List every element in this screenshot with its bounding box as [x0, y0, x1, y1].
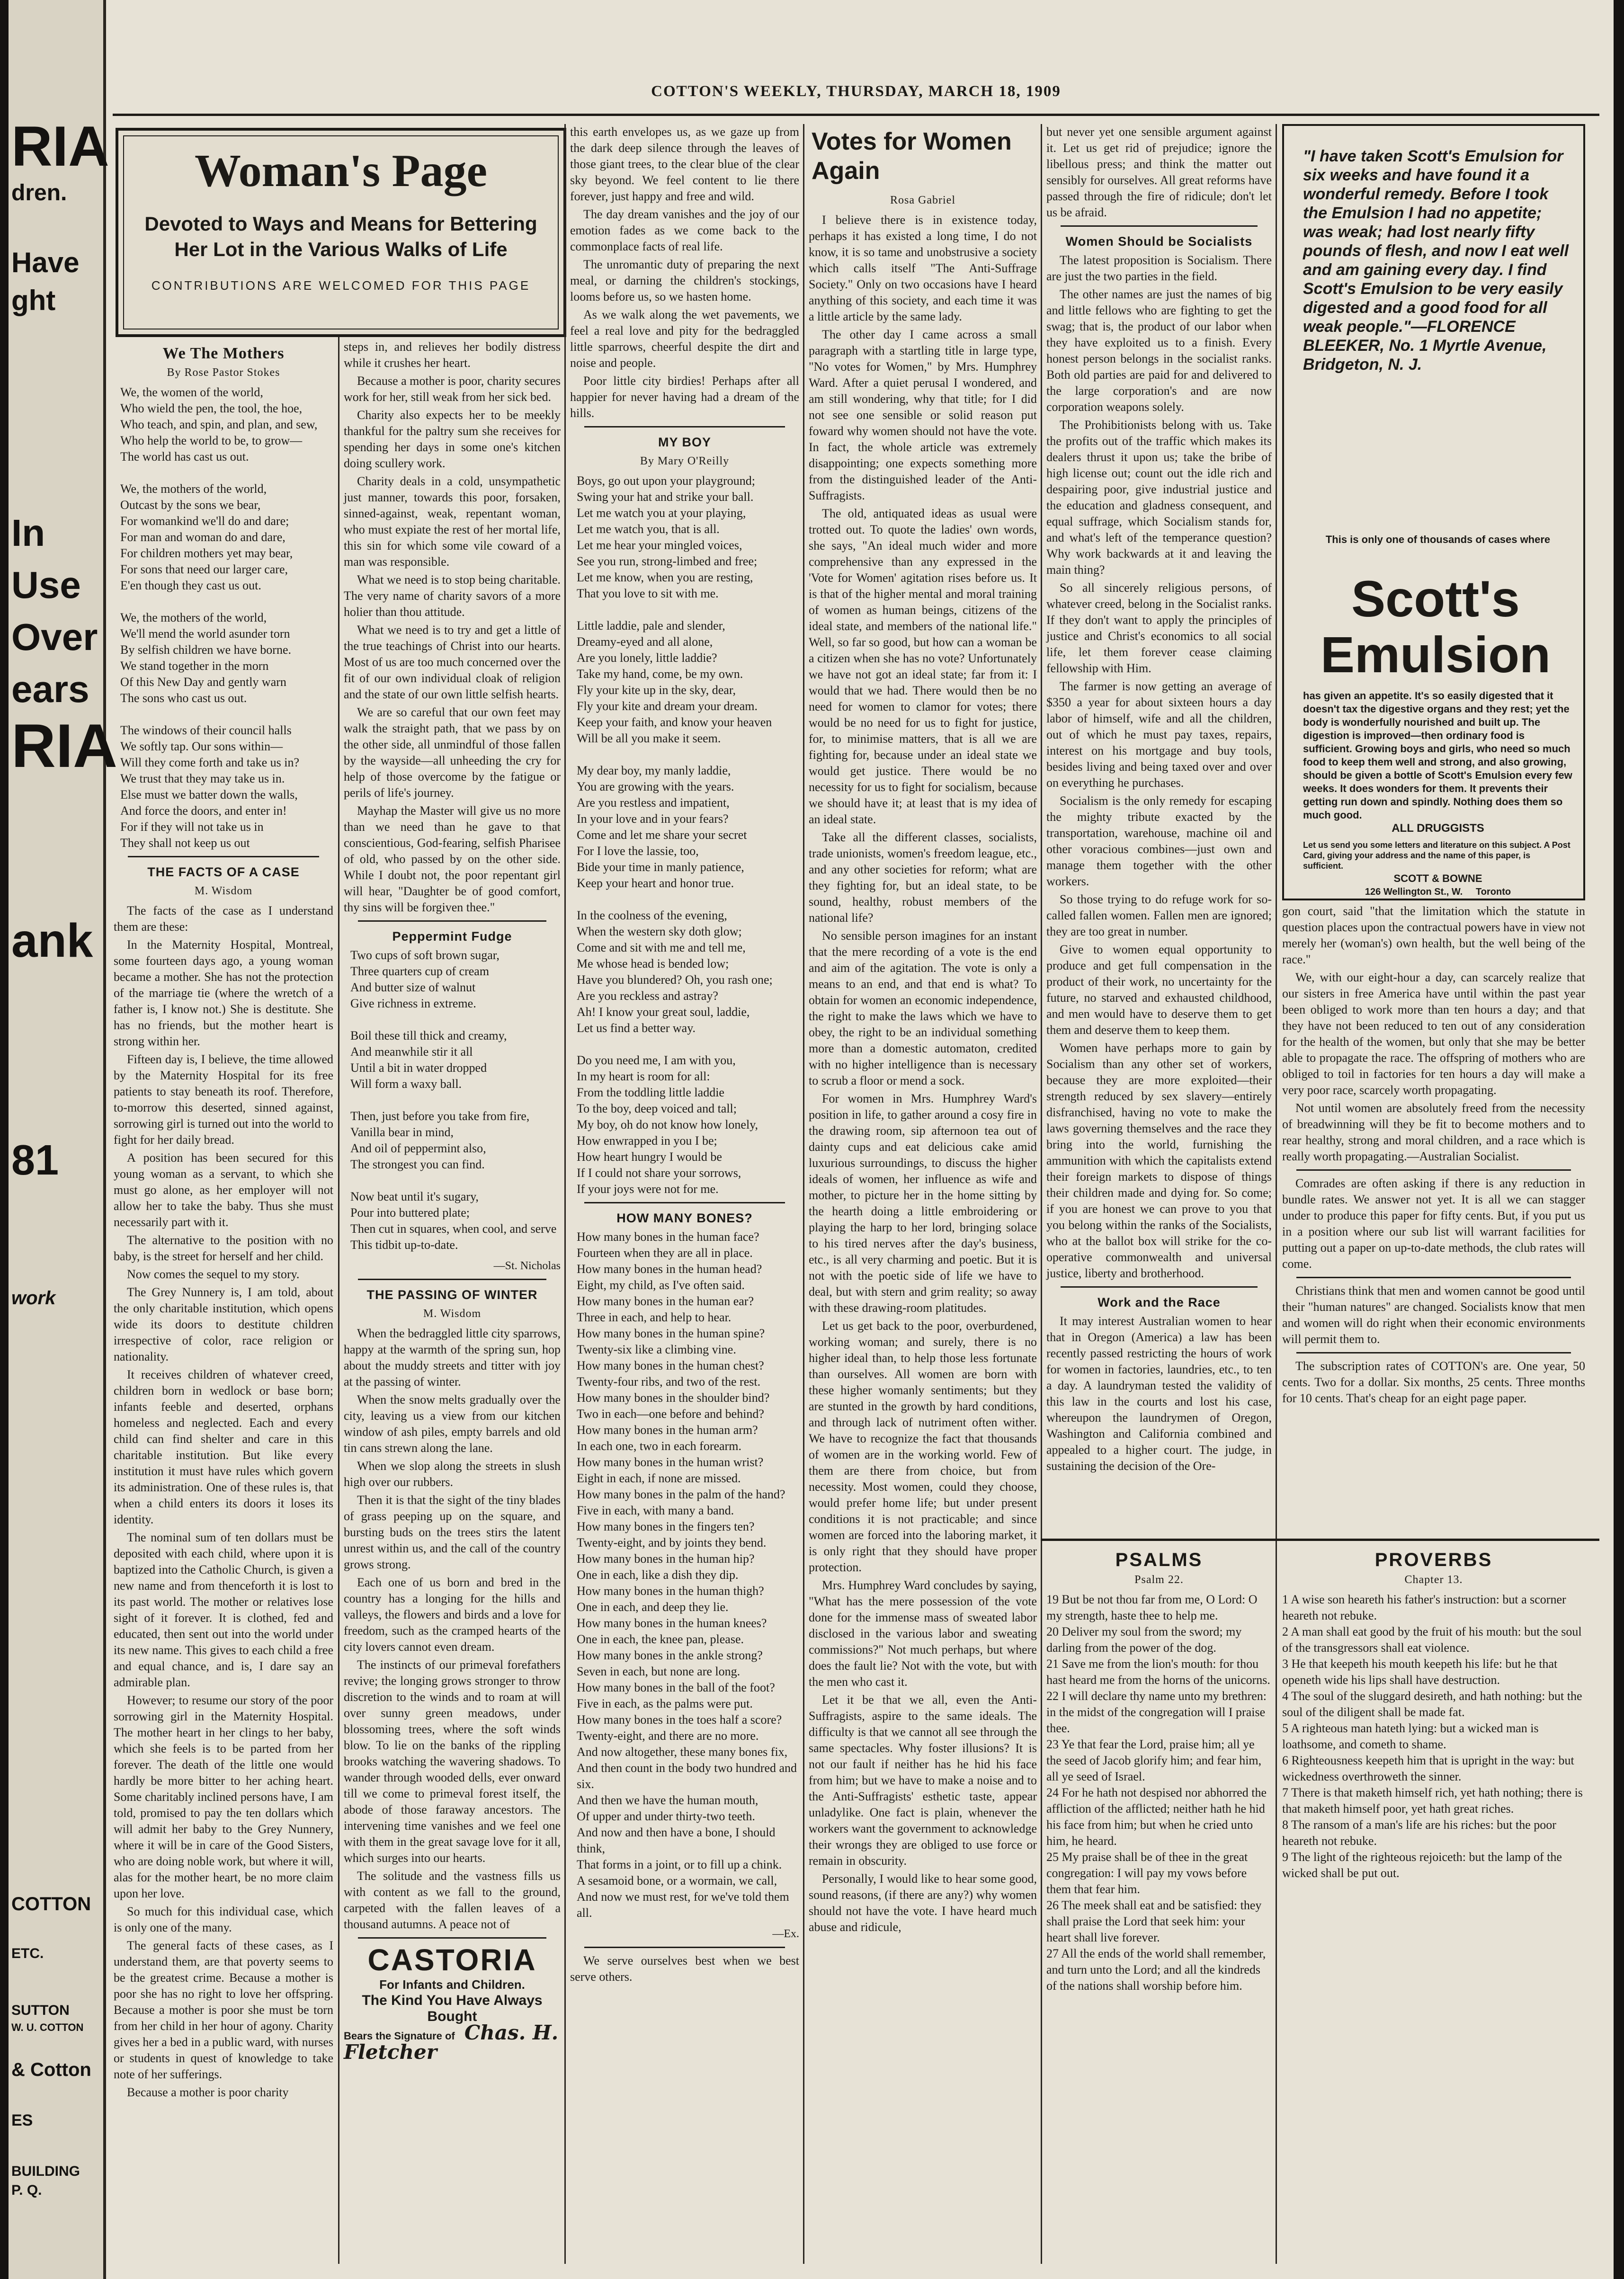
banner-subtitle: Devoted to Ways and Means for Bettering Her Lot in the Various Walks of Life — [144, 213, 537, 260]
psalms-top-rule — [1041, 1539, 1599, 1541]
paragraph: The other day I came across a small paragraph with a startling title in large type, "No votes for Women," by Mrs. Humphrey Ward. After a quiet perusal I wondered, and am still wondering, why that title; for I did not see one sensible or solid reason put foward why women should not have the vote. In fact, the whole article was extremely disappointing; one expects something more from the distinguished leader of the Anti-Suffragists. — [809, 328, 1037, 502]
section-rule — [584, 1202, 785, 1203]
paragraph: We are so careful that our own feet may walk the straight path, that we pass by on the other side, all unmindful of those fallen by the wayside—all unheeding the cry for help of those overcome by the fatigue or perils of life's journey. — [344, 705, 561, 800]
paragraph: Charity also expects her to be meekly thankful for the paltry sum she receives for spending her days in some one's kitchen doing scullery work. — [344, 408, 561, 470]
paragraph: I believe there is in existence today, perhaps it has existed a long time, I do not know, it is so tame and unobstrusive a society which calls itself "The Anti-Suffrage Society." Only on two occasions have I heard anything of this society, and each time it was a little article by the same lady. — [809, 213, 1037, 323]
psalms-title: PSALMS — [1115, 1549, 1203, 1570]
gutter-text: BUILDING — [11, 2163, 80, 2179]
byline: Rosa Gabriel — [890, 194, 955, 206]
ad-brand: Scott's Emulsion — [1320, 570, 1551, 683]
gutter-text: dren. — [11, 180, 67, 205]
paragraph: this earth envelopes us, as we gaze up from the dark deep silence through the leaves of those giant trees, to the clear blue of the clear sky beyond. We feel content to lie there forever, just happy and free and wild. — [570, 125, 799, 203]
paragraph: What we need is to stop being charitable. The very name of charity savors of a more holier than thou attitude. — [344, 573, 561, 619]
proverbs-column — [1282, 1547, 1585, 1886]
paragraph: Because a mother is poor, charity secures work for her, still weak from her sick bed. — [344, 374, 561, 404]
paragraph: Mayhap the Master will give us no more than we need than he gave to that conscientious, God-fearing, selfish Pharisee of old, who passed by on the other side. While I doubt not, the poor repentant girl will hear, "Daughter be of good comfort, thy sins will be forgiven thee." — [344, 804, 561, 914]
gutter-text: In — [11, 512, 45, 554]
byline: M. Wisdom — [194, 885, 253, 897]
column-3 — [570, 124, 799, 1987]
paragraph: The instincts of our primeval forefathers revive; the longing grows stronger to throw discretion to the winds and to roam at will over sunny green meadows, under blossoming trees, where the soft winds blow. To lie on the banks of the rippling brooks watching the wavering shadows. To wander through wooded dells, ever onward till we come to primeval forest itself, the abode of those faraway ancestors. The intervening time vanishes and we feel one with them in the great savage love for it all, which surges into our hearts. — [344, 1658, 561, 1865]
paragraph: Let us get back to the poor, overburdened, working woman; and surely, there is no higher ideal than, to help those less fortunate than ourselves. All women are born with these higher womanly sentiments; but they are stunted in the growth by hard conditions, and through lack of nutriment often wither. We have to recognize the fact that thousands of women are in the working world. Few of them are there from choice, but from necessity. Most women, could they choose, would prefer home life; but under present conditions it is not practicable; and since women are forced into the laboring market, it is only right that they should have proper protection. — [809, 1319, 1037, 1574]
paragraph: The general facts of these cases, as I understand them, are that poverty seems to be the greatest crime. Because a mother is poor she has no right to love her offspring. Because a mother is poor she must be torn from her child in her hour of agony. Charity gives her a bed in a public ward, with nurses or students in quest of knowledge to take note of her sufferings. — [114, 1939, 333, 2081]
column-divider — [564, 124, 566, 2264]
proverbs-chapter: Chapter 13. — [1404, 1574, 1463, 1586]
paragraph: For women in Mrs. Humphrey Ward's position in life, to gather around a cosy fire in the drawing room, sip afternoon tea out of dainty cups and eat delicious cake amid luxurious surroundings, to discuss the higher ideals of women, her influence as wife and mother, to picture her in the home sitting by the hearth doing a little embroidering or playing the harp to her lord, bringing solace to his tired nerves after the day's business, etc., is all very charming and poetic. But it is not with the poetic side of life we have to deal, but with stern and grim reality; so away with these drawing-room platitudes. — [809, 1092, 1037, 1315]
psalms-verses: 19 But be not thou far from me, O Lord: O my strength, haste thee to help me. 20 Deliver my soul from the sword; my darling from the power of the dog. 21 Save me from the lion's mouth: for thou hast heard me from the horns of the unicorns. 22 I will declare thy name unto my brethren: in the midst of the congregation will I praise thee. 23 Ye that fear the Lord, praise him; all ye the seed of Jacob glorify him; and fear him, all ye seed of Israel. 24 For he hath not despised nor abhorred the affliction of the afflicted; neither hath he hid his face from him; but when he cried unto him, he heard. 25 My praise shall be of thee in the great congregation: I will pay my vows before them that fear him. 26 The meek shall eat and be satisfied: they shall praise the Lord that seek him: your heart shall live forever. 27 All the ends of the world shall remember, and turn unto the Lord; and all the kindreds of the nations shall worship before him. — [1046, 1593, 1270, 1993]
paragraph: The facts of the case as I understand them are these: — [114, 904, 333, 934]
article-title: Work and the Race — [1098, 1295, 1221, 1309]
gutter-text: P. Q. — [11, 2182, 42, 2198]
paragraph: It may interest Australian women to hear that in Oregon (America) a law has been recently passed restricting the hours of work for women in factories, laundries, etc., to ten a day. A laundryman tested the validity of this law in the courts and lost his case, whereupon the laundrymen of Oregon, Washington and California combined and appealed to a higher court. The judge, in sustaining the decision of the Ore- — [1046, 1314, 1272, 1473]
article-title: Peppermint Fudge — [392, 929, 512, 944]
byline: By Mary O'Reilly — [640, 455, 730, 467]
psalms-chapter: Psalm 22. — [1134, 1574, 1184, 1586]
gutter-text: work — [11, 1288, 56, 1309]
paragraph: The Grey Nunnery is, I am told, about the only charitable institution, which opens wide its doors to destitute children irrespective of color, race religion or nationality. — [114, 1285, 333, 1363]
masthead: COTTON'S WEEKLY, THURSDAY, MARCH 18, 1909 — [651, 83, 1061, 100]
gutter-text: 81 — [11, 1137, 59, 1184]
section-rule — [358, 920, 546, 922]
poem: Two cups of soft brown sugar, Three quarters cup of cream And butter size of walnut Give richness in extreme. Boil these till thick and creamy, And meanwhile stir it all Until a bit in water dropped Will form a waxy ball. Then, just before you take from fire, Vanilla bear in mind, And oil of peppermint also, The strongest you can find. Now beat until it's sugary, Pour into buttered plate; Then cut in squares, when cool, and serve This tidbit up-to-date. — [350, 948, 557, 1252]
womans-page-banner — [116, 128, 566, 337]
section-rule — [358, 1279, 546, 1280]
gutter-text: ght — [11, 285, 56, 316]
paragraph: Poor little city birdies! Perhaps after all happier for never having had a dream of the hills. — [570, 374, 799, 420]
ad-send: Let us send you some letters and literature on this subject. A Post Card, giving your address and the name of this paper, is sufficient. — [1303, 840, 1570, 871]
poem: We, the women of the world, Who wield the pen, the tool, the hoe, Who teach, and spin, and plan, and sew, Who help the world to be, to grow— The world has cast us out. We, the mothers of the world, Outcast by the sons we bear, For womankind we'll do and dare; For man and woman do and dare, For children mothers yet may bear, For sons that need our larger care, E'en though they cast us out. We, the mothers of the world, We'll mend the world asunder torn By selfish children we have borne. We stand together in the morn Of this New Day and gently warn The sons who cast us out. The windows of their council halls We softly tap. Our sons within— Will they come forth and take us in? We trust that they may take us in. Else must we batter down the walls, And force the doors, and enter in! For if they will not take us in They shall not keep us out — [120, 385, 318, 850]
adjacent-page-fragment — [9, 0, 117, 2279]
ad-druggists: ALL DRUGGISTS — [1392, 822, 1484, 835]
castoria-signature: Chas. H. Fletcher — [344, 2021, 559, 2064]
proverbs-title: PROVERBS — [1374, 1549, 1493, 1570]
paragraph: When the bedraggled little city sparrows, happy at the warmth of the spring sun, hop about the muddy streets and titter with joy at the passing of winter. — [344, 1326, 561, 1389]
castoria-tagline: The Kind You Have Always Bought — [362, 1993, 543, 2024]
psalms-column — [1046, 1547, 1272, 1999]
paragraph: Because a mother is poor charity — [127, 2085, 289, 2099]
paragraph: Personally, I would like to hear some good, sound reasons, (if there are any?) why women should not have the vote. I have heard much abuse and ridicule, — [809, 1872, 1037, 1934]
section-rule — [358, 1937, 546, 1939]
gutter-text: Use — [11, 564, 81, 606]
banner-contributions: CONTRIBUTIONS ARE WELCOMED FOR THIS PAGE — [151, 278, 531, 293]
section-rule — [584, 426, 785, 427]
paragraph: The alternative to the position with no baby, is the street for herself and her child. — [114, 1233, 333, 1263]
paragraph: When the snow melts gradually over the city, leaving us a view from our kitchen window of ash piles, empty barrels and old tin cans strewn along the lane. — [344, 1393, 561, 1455]
column-5 — [1046, 124, 1272, 1476]
gutter-text: ES — [11, 2111, 33, 2129]
signature: —St. Nicholas — [493, 1260, 561, 1272]
gutter-text: Over — [11, 616, 98, 658]
gutter-text: RIA — [11, 711, 117, 780]
article-title: THE FACTS OF A CASE — [147, 865, 300, 879]
ad-body: has given an appetite. It's so easily digested that it doesn't tax the digestive organs and they rest; yet the body is wonderfully nourished and built up. The digestion is improved—then ordinary food is sufficient. Growing boys and girls, who need so much food to keep them well and strong, and also growing, should be given a bottle of Scott's Emulsion every few weeks. It does wonders for them. It prevents their getting run down and spindly. Nothing does them so much good. — [1303, 690, 1572, 821]
paragraph: It receives children of whatever creed, children born in wedlock or base born; infants feeble and deserted, orphans homeless and neglected. Each and every child can find shelter and care in this charitable institution. But like every institution it must have rules which govern its administration. One of these rules is, that when a child enters its doors it loses its identity. — [114, 1368, 333, 1526]
gutter-text: & Cotton — [11, 2059, 91, 2080]
paragraph: The old, antiquated ideas as usual were trotted out. To quote the ladies' own words, she says, "An ideal much wider and more comprehensive than any expressed in the 'Vote for Women' agitation rises before us. It is that of the higher mental and moral training of women as human beings, citizens of the ideal state, and members of the national life." Well, so far so good, but how can a woman be a citizen when she has no vote? Unfortunately we have not got an ideal state; far from it: I would that we had. There would then be no need for women to clamor for votes; there would be no need for us to fight for justice, for, to minimise matters, that is all we are fighting for, because under an ideal state we would get justice. There would be no necessity for us to fight for socialism, because we should have it; at least that is my idea of an ideal state. — [809, 507, 1037, 826]
scotts-emulsion-ad — [1282, 124, 1585, 900]
article-title: Women Should be Socialists — [1065, 234, 1253, 249]
paragraph: Socialism is the only remedy for escaping the mighty tribute exacted by the transportation, warehouse, machine oil and other voracious combines—just own and manage them together with the other workers. — [1046, 794, 1272, 888]
banner-title: Woman's Page — [195, 145, 487, 196]
paragraph: Women have perhaps more to gain by Socialism than any other set of workers, because they are more exploited—their strength reduced by sex slavery—entirely disfranchised, having no vote to make the laws governing themselves and the race they bring into the world, furnishing the ammunition with which the capitalists extend their foreign markets to dispose of things their children made and dying for. So come; if you are honest we can prove to you that you belong within the ranks of the Socialists, who at the ballot box will strike for the co-operative commonwealth and universal justice, liberty and brotherhood. — [1046, 1041, 1272, 1280]
paragraph: A position has been secured for this young woman as a servant, to which she must go alone, as her employer will not allow her to take the baby. Thus she must necessarily part with it. — [114, 1151, 333, 1229]
poem: How many bones in the human face? Fourteen when they are all in place. How many bones in the human head? Eight, my child, as I've often said. How many bones in the human ear? Three in each, and help to hear. How many bones in the human spine? Twenty-six like a climbing vine. How many bones in the human chest? Twenty-four ribs, and two of the rest. How many bones in the shoulder bind? Two in each—one before and behind? How many bones in the human arm? In each one, two in each forearm. How many bones in the human wrist? Eight in each, if none are missed. How many bones in the palm of the hand? Five in each, with many a band. How many bones in the fingers ten? Twenty-eight, and by joints they bend. How many bones in the human hip? One in each, like a dish they dip. How many bones in the human thigh? One in each, and deep they lie. How many bones in the human knees? One in each, the knee pan, please. How many bones in the ankle strong? Seven in each, but none are long. How many bones in the ball of the foot? Five in each, as the palms were put. How many bones in the toes half a score? Twenty-eight, and there are no more. And now altogether, these many bones fix, And then count in the body two hundred and six. And then we have the human mouth, Of upper and under thirty-two teeth. And now and then have a bone, I should think, That forms in a joint, or to fill up a chink. A sesamoid bone, or a wormain, we call, And now we must rest, for we've told them all. — [577, 1230, 797, 1920]
section-rule — [1061, 225, 1258, 227]
paragraph: Not until women are absolutely freed from the necessity of breadwinning will they be fit to become mothers and to rear healthy, strong and moral children, and a race which is really worth propagating.—Australian Socialist. — [1282, 1101, 1585, 1163]
paragraph: In the Maternity Hospital, Montreal, some fourteen days ago, a young woman became a mother. She has not the protection of the marriage tie (where the wretch of a father is, I know not.) She is destitute. She has no friends, but the mother heart is strong within her. — [114, 938, 333, 1048]
paragraph: We, with our eight-hour a day, can scarcely realize that our sisters in free America have until within the past year been obliged to work more than ten hours a day; and that they have not been reduced to ten out of any consideration for the health of the women, but only that she may be better able to propagate the race. The offspring of mothers who are obliged to toil in factories for ten hours a day will make a very poor race, scarcely worth propagating. — [1282, 970, 1585, 1097]
paragraph: The Prohibitionists belong with us. Take the profits out of the traffic which makes its dealers thrust it upon us; take the bribe of high license out; count out the idle rich and despairing poor, give industrial justice and the education and gladness consequent, and equal suffrage, which Socialism stands for, and what's left of the temperance question? Why work backwards at it and leaving the main thing? — [1046, 418, 1272, 577]
newspaper-page — [9, 0, 1614, 2279]
column-divider — [338, 337, 339, 2264]
column-6 — [1282, 903, 1585, 1408]
paragraph: Charity deals in a cold, unsympathetic just manner, towards this poor, forsaken, sinned-against, weak, repentant woman, who must expiate the rest of her mortal life, this sin for which some vile coward of a man was responsible. — [344, 474, 561, 569]
paragraph: The solitude and the vastness fills us with content as we fall to the ground, carpeted with the fallen leaves of a thousand autumns. A peace not of — [344, 1869, 561, 1931]
proverbs-verses: 1 A wise son heareth his father's instruction: but a scorner heareth not rebuke. 2 A man shall eat good by the fruit of his mouth: but the soul of the transgressors shall eat violence. 3 He that keepeth his mouth keepeth his life: but he that openeth wide his lips shall have destruction. 4 The soul of the sluggard desireth, and hath nothing: but the soul of the diligent shall be made fat. 5 A righteous man hateth lying: but a wicked man is loathsome, and cometh to shame. 6 Righteousness keepeth him that is upright in the way: but wickedness overthroweth the sinner. 7 There is that maketh himself rich, yet hath nothing; there is that maketh himself poor, yet hath great riches. 8 The ransom of a man's life are his riches: but the poor heareth not rebuke. 9 The light of the righteous rejoiceth: but the lamp of the wicked shall be put out. — [1282, 1593, 1583, 1880]
paragraph: The day dream vanishes and the joy of our emotion fades as we come back to the commonplace facts of real life. — [570, 207, 799, 253]
column-4 — [809, 124, 1037, 1937]
paragraph: Let it be that we all, even the Anti-Suffragists, aspire to the same ideals. The difficulty is that we cannot all see through the same spectacles. Why foster illusions? It is not our fault if neither has he hid his face from him; but we have to make a noise and to the Anti-Suffragists' esthetic taste, appear unladylike. One fact is plain, whenever the workers want the government to acknowledge their wrongs they are obliged to use force or remain in obscurity. — [809, 1693, 1037, 1868]
ad-firm: SCOTT & BOWNE — [1393, 872, 1482, 884]
poem: Boys, go out upon your playground; Swing your hat and strike your ball. Let me watch you at your playing, Let me watch you, that is all. Let me hear your mingled voices, See you run, strong-limbed and free; Let me know, when you are resting, That you love to sit with me. Little laddie, pale and slender, Dreamy-eyed and all alone, Are you lonely, little laddie? Take my hand, come, be my own. Fly your kite up in the sky, dear, Fly your kite and dream your dream. Keep your faith, and know your heaven Will be all you make it seem. My dear boy, my manly laddie, You are growing with the years. Are you restless and impatient, In your love and in your fears? Come and let me share your secret For I love the lassie, too, Bide your time in manly patience, Keep your heart and honor true. In the coolness of the evening, When the western sky doth glow; Come and sit with me and tell me, Me whose head is bended low; Have you blundered? Oh, you rash one; Are you reckless and astray? Ah! I know your great soul, laddie, Let us find a better way. Do you need me, I am with you, In my heart is room for all: From the toddling little laddie To the boy, deep voiced and tall; My boy, oh do not know how lonely, How enwrapped in you I be; How heart hungry I would be If I could not share your sorrows, If your joys were not for me. — [577, 474, 773, 1196]
paragraph: Take all the different classes, socialists, trade unionists, women's freedom league, etc., and any other societies for reform; what are they fighting for, but an ideal state, to be sound, healthy, robust members of the national life? — [809, 830, 1037, 925]
paragraph: The subscription rates of COTTON's are. One year, 50 cents. Two for a dollar. Six months, 25 cents. Three months for 10 cents. That's cheap for an eight page paper. — [1282, 1359, 1585, 1405]
castoria-ad — [344, 1943, 561, 2064]
section-rule — [1296, 1352, 1571, 1353]
paragraph: The nominal sum of ten dollars must be deposited with each child, where upon it is baptized into the Catholic Church, is given a new name and from thenceforth it is lost to its past world. The mother or relatives lose sight of it forever. It is clothed, fed and educated, then sent out into the world under its new name. This gives to each child a free and equal chance, and is, I dare say an admirable plan. — [114, 1531, 333, 1689]
article-title: MY BOY — [658, 435, 712, 449]
ad-testimonial: "I have taken Scott's Emulsion for six weeks and have found it a wonderful remedy. Before I took the Emulsion I had no appetite; was weak; had lost nearly fifty pounds of flesh, and now I eat well and am gaining every day. I find Scott's Emulsion to be very easily digested and a good food for all weak people."—FLORENCE BLEEKER, No. 1 Myrtle Avenue, Bridgeton, N. J. — [1303, 147, 1569, 374]
paragraph: The other names are just the names of big and little fellows who are fighting to get the swag; that is, the product of our labor when they have exploited us to a finish. Every honest person belongs in the socialist ranks. Both old parties are paid for and delivered to the large corporation's and are now corporation weapons solely. — [1046, 287, 1272, 414]
paragraph: No sensible person imagines for an instant that the mere recording of a vote is the end and aim of the agitation. The vote is only a means to an end, and that end is what? To obtain for women an economic independence, the right to make the laws which we have to obey, the right to be an individual something more than a domestic automaton, credited with no higher intelligence than is necessary to scrub a floor or mend a sock. — [809, 929, 1037, 1087]
section-rule — [128, 856, 319, 857]
section-rule — [1296, 1277, 1571, 1278]
paragraph: steps in, and relieves her bodily distress while it crushes her heart. — [344, 340, 561, 370]
section-rule — [1061, 1286, 1258, 1288]
section-rule — [1296, 1169, 1571, 1171]
castoria-signature-label: Bears the Signature of — [344, 2030, 455, 2042]
signature: —Ex. — [772, 1928, 799, 1940]
gutter-text: RIA — [11, 115, 109, 178]
gutter-text: COTTON — [11, 1894, 91, 1914]
castoria-signature-line — [344, 2021, 561, 2064]
paragraph: Then it is that the sight of the tiny blades of grass peeping up on the square, and bursting buds on the trees stirs the latent unrest within us, and the call of the country grows strong. — [344, 1493, 561, 1571]
paragraph: As we walk along the wet pavements, we feel a real love and pity for the bedraggled little sparrows, cheerful despite the dirt and noise and people. — [570, 308, 799, 370]
ad-intro: This is only one of thousands of cases where — [1325, 534, 1551, 545]
byline: By Rose Pastor Stokes — [167, 366, 280, 379]
castoria-title: CASTORIA — [367, 1943, 537, 1977]
column-divider — [1041, 124, 1042, 2264]
paragraph: Comrades are often asking if there is any reduction in bundle rates. We answer not yet. It is all we can stagger under to produce this paper for fifty cents. But, if you put us in a position where our sub list will warrant facilities for putting out a paper on up-to-date methods, the club rates will come. — [1282, 1176, 1585, 1271]
column-2 — [344, 339, 561, 2064]
paragraph: Mrs. Humphrey Ward concludes by saying, "What has the mere possession of the vote done for the immense mass of sweated labor disclosed in the various labor and sweating commissions?" Not much perhaps, but where does the fault lie? Not with the vote, but with the men who cast it. — [809, 1578, 1037, 1689]
article-title: HOW MANY BONES? — [616, 1211, 753, 1225]
column-divider — [1276, 124, 1277, 2264]
article-title: Votes for Women Again — [812, 128, 1012, 185]
paragraph: We serve ourselves best when we best serve others. — [570, 1954, 799, 1984]
paragraph: Now comes the sequel to my story. — [127, 1267, 300, 1281]
paragraph: gon court, said "that the limitation which the statute in question places upon the contractual powers have in view not merely her (woman's) own health, but the well being of the race." — [1282, 904, 1585, 966]
paragraph: Fifteen day is, I believe, the time allowed by the Maternity Hospital for its free patients to stay beneath its roof. Therefore, to-morrow this deserted, sinned against, sorrowing girl is turned out into the world to fight for her daily bread. — [114, 1052, 333, 1147]
paragraph: but never yet one sensible argument against it. Let us get rid of prejudice; ignore the libellous press; and think the matter out sensibly for ourselves. All great reforms have passed through the fire of ridicule; don't let us be afraid. — [1046, 125, 1272, 219]
paragraph: However; to resume our story of the poor sorrowing girl in the Maternity Hospital. The mother heart in her clings to her baby, which she feels is to be parted from her forever. The death of the little one would hardly be more bitter to her aching heart. Some charitably inclined persons have, I am told, promised to pay the ten dollars which will admit her baby to the Grey Nunnery, where it will be in care of the Good Sisters, who are doing noble work, but where it will, alas for the mother heart, be no more claim upon her love. — [114, 1693, 333, 1900]
paragraph: Christians think that men and women cannot be good until their "human natures" are changed. Socialists know that men and women will do right when their economic environments will permit them to. — [1282, 1284, 1585, 1346]
article-title: We The Mothers — [162, 345, 285, 362]
paragraph: What we need is to try and get a little of the true teachings of Christ into our hearts. Most of us are too much concerned over the fit of our own individual cloak of religion and the state of our own little selfish hearts. — [344, 623, 561, 701]
gutter-text: ETC. — [11, 1946, 44, 1961]
paragraph: The farmer is now getting an average of $350 a year for about sixteen hours a day labor of himself, wife and all the children, out of which he must pay taxes, repairs, interest on his mortgage and buy tools, besides living and being taxed over and over on everything he purchases. — [1046, 679, 1272, 790]
gutter-text: ears — [11, 668, 89, 710]
gutter-text: SUTTON — [11, 2003, 70, 2018]
paragraph: When we slop along the streets in slush high over our rubbers. — [344, 1459, 561, 1489]
masthead-rule — [113, 114, 1599, 116]
section-rule — [584, 1947, 785, 1948]
paragraph: So those trying to do refuge work for so-called fallen women. Fallen men are ignored; they are too great in number. — [1046, 892, 1272, 938]
byline: M. Wisdom — [423, 1308, 482, 1320]
article-title: THE PASSING OF WINTER — [366, 1288, 538, 1302]
paragraph: The unromantic duty of preparing the next meal, or darning the children's stockings, looms before us, so we hasten home. — [570, 258, 799, 303]
ad-address: 126 Wellington St., W. Toronto — [1365, 887, 1511, 897]
gutter-text: Have — [11, 247, 80, 278]
paragraph: The latest proposition is Socialism. There are just the two parties in the field. — [1046, 253, 1272, 283]
paragraph: So all sincerely religious persons, of whatever creed, belong in the Socialist ranks. If they don't want to apply the principles of justice and Christ's economics to all social life, let them forever cease claiming fellowship with Him. — [1046, 581, 1272, 675]
paragraph: So much for this individual case, which is only one of the many. — [114, 1905, 333, 1934]
gutter-text: ank — [11, 914, 93, 967]
column-divider — [803, 124, 804, 2264]
column-1 — [114, 339, 333, 2102]
castoria-subtitle: For Infants and Children. — [379, 1977, 525, 1992]
paragraph: Each one of us born and bred in the country has a longing for the hills and valleys, the flowers and birds and a love for freedom, such as the cramped hearts of the city lovers cannot even dream. — [344, 1576, 561, 1654]
paragraph: Give to women equal opportunity to produce and get full compensation in the product of their work, no uncertainty for the future, no starved and exhausted childhood, and men would have to deserve them to get them and deserve them to keep them. — [1046, 943, 1272, 1037]
gutter-text: W. U. COTTON — [11, 2021, 84, 2033]
